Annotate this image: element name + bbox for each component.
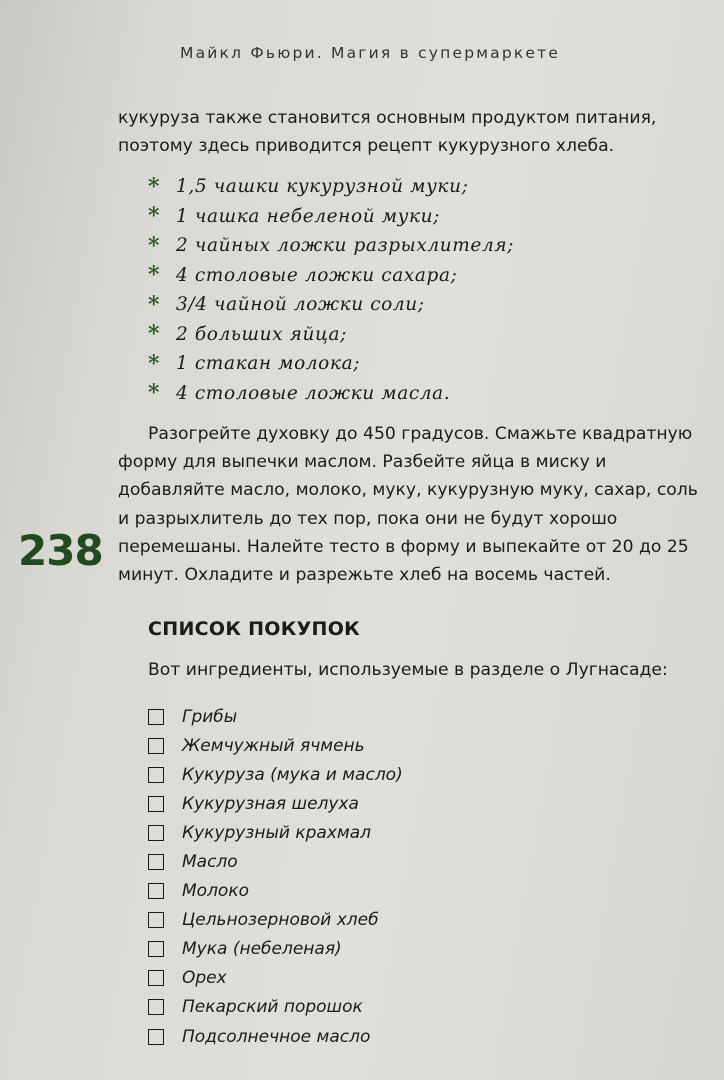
recipe-item — [148, 261, 668, 291]
shopping-item — [148, 731, 668, 760]
shopping-item — [148, 847, 668, 876]
recipe-item-text: 1,5 чашки кукурузной муки; — [176, 176, 469, 198]
shopping-item-text: Пекарский порошок — [182, 997, 363, 1018]
recipe-item — [148, 349, 668, 379]
shopping-item — [148, 789, 668, 818]
asterisk-icon: * — [148, 350, 161, 377]
recipe-item-text: 1 стакан молока; — [176, 353, 361, 375]
shopping-item — [148, 906, 668, 935]
recipe-item — [148, 172, 668, 202]
shopping-item-text: Молоко — [182, 881, 250, 902]
shopping-item — [148, 964, 668, 993]
checkbox-icon — [148, 709, 164, 725]
shopping-item — [148, 818, 668, 847]
shopping-item-text: Орех — [182, 968, 227, 989]
shopping-item — [148, 935, 668, 964]
recipe-item — [148, 320, 668, 350]
shopping-item-text: Масло — [182, 852, 238, 873]
shopping-item-text: Мука (небеленая) — [182, 939, 342, 960]
shopping-item-text: Подсолнечное масло — [182, 1026, 371, 1047]
recipe-item — [148, 202, 668, 232]
checkbox-icon — [148, 912, 164, 928]
recipe-item — [148, 290, 668, 320]
checkbox-icon — [148, 970, 164, 986]
instructions-paragraph — [118, 420, 700, 589]
recipe-item-text: 2 больших яйца; — [176, 323, 348, 345]
shopping-item-text: Кукуруза (мука и масло) — [182, 764, 403, 785]
checkbox-icon — [148, 941, 164, 957]
checkbox-icon — [148, 854, 164, 870]
shopping-item-text: Жемчужный ячмень — [182, 735, 365, 756]
shopping-item-text: Кукурузный крахмал — [182, 822, 371, 843]
section-title: СПИСОК ПОКУПОК — [148, 618, 361, 640]
recipe-item-text: 3/4 чайной ложки соли; — [176, 294, 425, 316]
shopping-list — [148, 702, 668, 1051]
checkbox-icon — [148, 767, 164, 783]
shopping-item — [148, 702, 668, 731]
checkbox-icon — [148, 825, 164, 841]
asterisk-icon: * — [148, 232, 161, 259]
recipe-item — [148, 231, 668, 261]
intro-paragraph: кукуруза также становится основным продуктом питания, поэтому здесь приводится рецепт кукурузного хлеба. — [118, 108, 657, 156]
instructions-text: Разогрейте духовку до 450 градусов. Смажьте квадратную форму для выпечки маслом. Разбейте яйца в миску и добавляйте масло, молоко, муку, кукурузную муку, сахар, соль и разрыхлитель до тех пор, пока они не будут хорошо перемешаны. Налейте тесто в форму и выпекайте от 20 до 25 минут. Охладите и разрежьте хлеб на восемь частей. — [118, 424, 698, 586]
running-header: Майкл Фьюри. Магия в супермаркете — [180, 44, 561, 62]
recipe-item-text: 4 столовые ложки сахара; — [176, 264, 458, 286]
recipe-item — [148, 379, 668, 409]
asterisk-icon: * — [148, 203, 161, 230]
shopping-item — [148, 877, 668, 906]
shopping-list-intro: Вот ингредиенты, используемые в разделе о Лугнасаде: — [148, 660, 668, 680]
checkbox-icon — [148, 883, 164, 899]
shopping-item — [148, 760, 668, 789]
shopping-item-text: Цельнозерновой хлеб — [182, 910, 379, 931]
recipe-item-text: 2 чайных ложки разрыхлителя; — [176, 235, 515, 257]
recipe-item-text: 1 чашка небеленой муки; — [176, 205, 440, 227]
checkbox-icon — [148, 738, 164, 754]
shopping-item-text: Грибы — [182, 706, 238, 727]
checkbox-icon — [148, 796, 164, 812]
asterisk-icon: * — [148, 291, 161, 318]
asterisk-icon: * — [148, 173, 161, 200]
asterisk-icon: * — [148, 262, 161, 289]
asterisk-icon: * — [148, 321, 161, 348]
shopping-item — [148, 993, 668, 1022]
asterisk-icon: * — [148, 380, 161, 407]
checkbox-icon — [148, 999, 164, 1015]
checkbox-icon — [148, 1029, 164, 1045]
recipe-ingredient-list — [148, 172, 668, 408]
page-number: 238 — [18, 526, 103, 575]
shopping-item-text: Кукурузная шелуха — [182, 793, 359, 814]
recipe-item-text: 4 столовые ложки масла. — [176, 382, 451, 404]
shopping-item — [148, 1022, 668, 1051]
